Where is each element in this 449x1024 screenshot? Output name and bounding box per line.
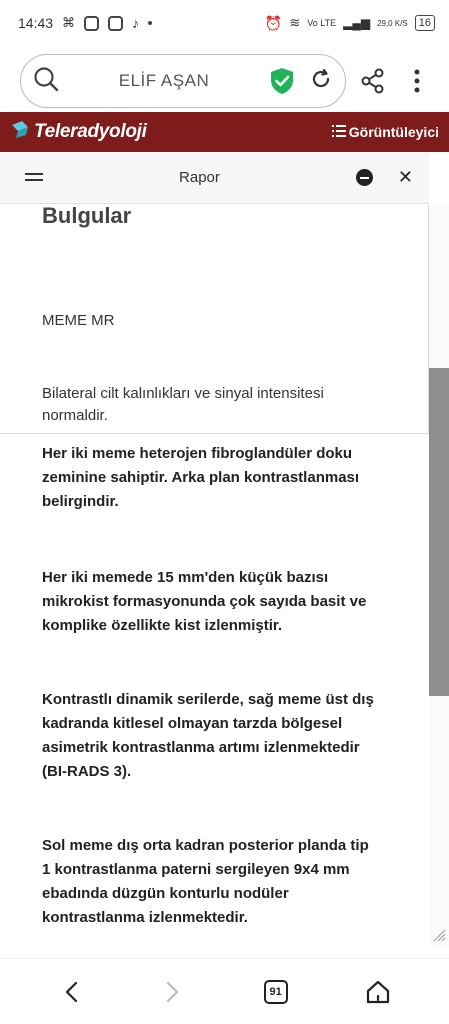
- report-paragraph: Her iki memede 15 mm'den küçük bazısı mikrokist formasyonunda çok sayıda basit ve komplike özellikte kist izlenmiştir.: [42, 569, 367, 634]
- instagram-icon-2: [108, 16, 123, 31]
- minimize-icon[interactable]: [356, 169, 373, 186]
- viewer-link-label: Görüntüleyici: [348, 124, 439, 140]
- drag-handle-icon[interactable]: [25, 169, 43, 187]
- search-icon: [33, 66, 59, 97]
- list-icon: [332, 124, 346, 140]
- tab-count: 91: [264, 980, 288, 1004]
- report-panel-header: [0, 152, 429, 204]
- brand-logo[interactable]: [10, 119, 147, 145]
- brand-icon: [10, 119, 30, 145]
- status-bar: [0, 0, 449, 46]
- resize-grip-icon[interactable]: [432, 928, 446, 942]
- home-icon[interactable]: [358, 972, 398, 1012]
- instagram-icon: [84, 16, 99, 31]
- report-subheading: MEME MR: [42, 312, 115, 329]
- url-text[interactable]: ELİF AŞAN: [118, 71, 210, 90]
- reload-icon[interactable]: [309, 67, 333, 96]
- speed-label: 29,0 K/S: [377, 18, 408, 28]
- app-header: [0, 112, 449, 152]
- panel-title: Rapor: [179, 169, 220, 186]
- close-icon[interactable]: ✕: [397, 167, 413, 187]
- brand-name: Teleradyoloji: [34, 121, 147, 142]
- share-icon[interactable]: [358, 66, 388, 96]
- more-vertical-icon[interactable]: [402, 66, 432, 96]
- notification-dot-icon: [148, 21, 152, 25]
- alarm-icon: ⏰: [264, 14, 283, 31]
- address-bar[interactable]: [20, 54, 346, 108]
- scrollbar-thumb[interactable]: [429, 368, 449, 696]
- browser-toolbar: [0, 50, 449, 112]
- signal-icon: ▂▄▆: [343, 16, 371, 30]
- browser-bottom-nav: [0, 958, 449, 1024]
- gamepad-icon: ⌘: [62, 15, 76, 30]
- wifi-icon: ≋: [289, 15, 301, 30]
- report-paragraph: Kontrastlı dinamik serilerde, sağ meme üst dış kadranda kitlesel olmayan tarzda bölgesel asimetrik kontrastlanma artımı izlenmektedir (BI-RADS 3).: [42, 691, 374, 780]
- report-paragraph: Her iki meme heterojen fibroglandüler doku zeminine sahiptir. Arka plan kontrastlanması belirgindir.: [42, 445, 360, 510]
- tabs-button[interactable]: [256, 972, 296, 1012]
- report-paragraph-bilateral: Bilateral cilt kalınlıkları ve sinyal intensitesi normaldir.: [42, 385, 324, 424]
- battery-indicator: 16: [415, 15, 435, 31]
- status-time: 14:43: [18, 15, 54, 31]
- tiktok-icon: ♪: [132, 15, 140, 31]
- report-paragraph: Sol meme dış orta kadran posterior planda tip 1 kontrastlanma paterni sergileyen 9x4 mm ebadında düzgün konturlu nodüler kontrastlanma izlenmektedir.: [42, 837, 369, 926]
- back-arrow-icon[interactable]: [51, 972, 91, 1012]
- network-label: Vo LTE: [307, 18, 337, 28]
- shield-check-icon[interactable]: [269, 67, 295, 95]
- report-heading: Bulgular: [42, 203, 132, 228]
- forward-arrow-icon[interactable]: [153, 972, 193, 1012]
- viewer-link[interactable]: [332, 124, 439, 140]
